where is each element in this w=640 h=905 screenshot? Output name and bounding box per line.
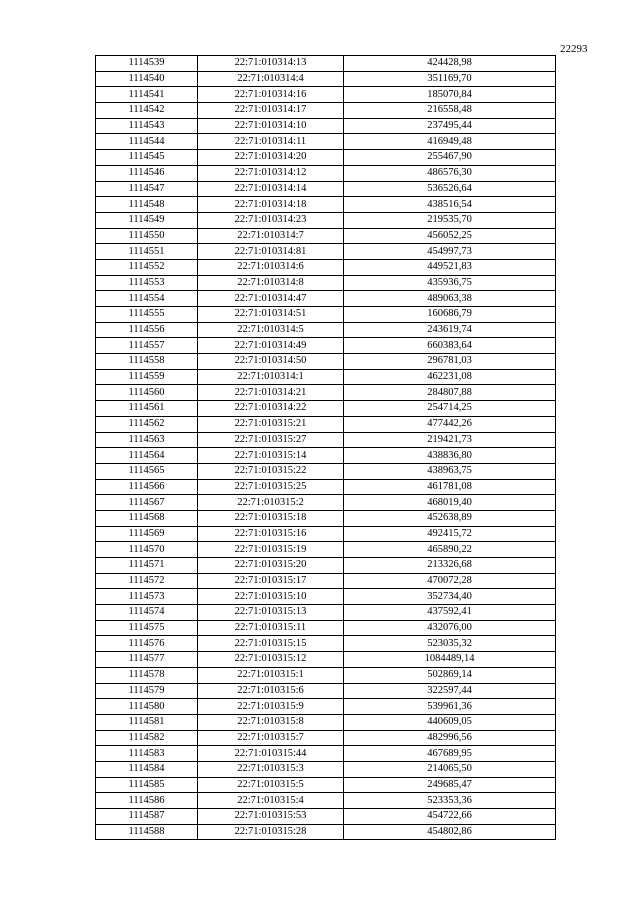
table-row xyxy=(96,150,556,166)
cadastral-number-cell: 22:71:010315:21 xyxy=(198,416,344,432)
value-cell: 216558,48 xyxy=(344,103,556,119)
cadastral-number-cell: 22:71:010314:11 xyxy=(198,134,344,150)
table-row xyxy=(96,118,556,134)
cadastral-number-cell: 22:71:010314:8 xyxy=(198,275,344,291)
table-row xyxy=(96,699,556,715)
value-cell: 437592,41 xyxy=(344,605,556,621)
value-cell: 467689,95 xyxy=(344,746,556,762)
table-row xyxy=(96,369,556,385)
value-cell: 454722,66 xyxy=(344,809,556,825)
value-cell: 660383,64 xyxy=(344,338,556,354)
value-cell: 468019,40 xyxy=(344,495,556,511)
cadastral-number-cell: 22:71:010315:44 xyxy=(198,746,344,762)
row-number-cell: 1114574 xyxy=(96,605,198,621)
cadastral-number-cell: 22:71:010314:21 xyxy=(198,385,344,401)
table-row xyxy=(96,683,556,699)
value-cell: 160686,79 xyxy=(344,307,556,323)
table-row xyxy=(96,165,556,181)
cadastral-number-cell: 22:71:010314:22 xyxy=(198,401,344,417)
row-number-cell: 1114544 xyxy=(96,134,198,150)
row-number-cell: 1114579 xyxy=(96,683,198,699)
value-cell: 456052,25 xyxy=(344,228,556,244)
table-row xyxy=(96,824,556,840)
table-row xyxy=(96,793,556,809)
cadastral-number-cell: 22:71:010315:17 xyxy=(198,573,344,589)
value-cell: 237495,44 xyxy=(344,118,556,134)
value-cell: 219535,70 xyxy=(344,212,556,228)
table-row xyxy=(96,479,556,495)
value-cell: 322597,44 xyxy=(344,683,556,699)
value-cell: 523035,32 xyxy=(344,636,556,652)
cadastral-number-cell: 22:71:010314:23 xyxy=(198,212,344,228)
row-number-cell: 1114561 xyxy=(96,401,198,417)
value-cell: 470072,28 xyxy=(344,573,556,589)
row-number-cell: 1114578 xyxy=(96,667,198,683)
cadastral-number-cell: 22:71:010315:18 xyxy=(198,510,344,526)
cadastral-number-cell: 22:71:010315:8 xyxy=(198,714,344,730)
table-row xyxy=(96,652,556,668)
cadastral-number-cell: 22:71:010315:4 xyxy=(198,793,344,809)
row-number-cell: 1114552 xyxy=(96,259,198,275)
value-cell: 284807,88 xyxy=(344,385,556,401)
cadastral-value-table xyxy=(95,55,556,840)
cadastral-number-cell: 22:71:010315:53 xyxy=(198,809,344,825)
value-cell: 465890,22 xyxy=(344,542,556,558)
row-number-cell: 1114540 xyxy=(96,71,198,87)
table-row xyxy=(96,526,556,542)
row-number-cell: 1114572 xyxy=(96,573,198,589)
value-cell: 351169,70 xyxy=(344,71,556,87)
value-cell: 454997,73 xyxy=(344,244,556,260)
row-number-cell: 1114549 xyxy=(96,212,198,228)
cadastral-number-cell: 22:71:010315:11 xyxy=(198,620,344,636)
table-row xyxy=(96,275,556,291)
row-number-cell: 1114581 xyxy=(96,714,198,730)
table-row xyxy=(96,463,556,479)
cadastral-number-cell: 22:71:010315:27 xyxy=(198,432,344,448)
row-number-cell: 1114558 xyxy=(96,354,198,370)
row-number-cell: 1114565 xyxy=(96,463,198,479)
value-cell: 416949,48 xyxy=(344,134,556,150)
row-number-cell: 1114568 xyxy=(96,510,198,526)
table-row xyxy=(96,307,556,323)
cadastral-number-cell: 22:71:010314:49 xyxy=(198,338,344,354)
table-row xyxy=(96,636,556,652)
row-number-cell: 1114564 xyxy=(96,448,198,464)
value-cell: 213326,68 xyxy=(344,558,556,574)
table-row xyxy=(96,71,556,87)
table-row xyxy=(96,761,556,777)
cadastral-number-cell: 22:71:010314:1 xyxy=(198,369,344,385)
table-row xyxy=(96,228,556,244)
row-number-cell: 1114582 xyxy=(96,730,198,746)
cadastral-number-cell: 22:71:010315:20 xyxy=(198,558,344,574)
value-cell: 214065,50 xyxy=(344,761,556,777)
cadastral-number-cell: 22:71:010314:47 xyxy=(198,291,344,307)
row-number-cell: 1114577 xyxy=(96,652,198,668)
cadastral-number-cell: 22:71:010314:51 xyxy=(198,307,344,323)
cadastral-number-cell: 22:71:010315:13 xyxy=(198,605,344,621)
table-row xyxy=(96,181,556,197)
value-cell: 462231,08 xyxy=(344,369,556,385)
table-row xyxy=(96,401,556,417)
row-number-cell: 1114570 xyxy=(96,542,198,558)
table-row xyxy=(96,558,556,574)
cadastral-number-cell: 22:71:010314:81 xyxy=(198,244,344,260)
row-number-cell: 1114569 xyxy=(96,526,198,542)
table-row xyxy=(96,746,556,762)
row-number-cell: 1114562 xyxy=(96,416,198,432)
value-cell: 432076,00 xyxy=(344,620,556,636)
table-row xyxy=(96,605,556,621)
row-number-cell: 1114543 xyxy=(96,118,198,134)
table-row xyxy=(96,338,556,354)
value-cell: 249685,47 xyxy=(344,777,556,793)
cadastral-number-cell: 22:71:010315:25 xyxy=(198,479,344,495)
value-cell: 219421,73 xyxy=(344,432,556,448)
table-row xyxy=(96,714,556,730)
row-number-cell: 1114566 xyxy=(96,479,198,495)
value-cell: 438516,54 xyxy=(344,197,556,213)
cadastral-number-cell: 22:71:010315:15 xyxy=(198,636,344,652)
row-number-cell: 1114555 xyxy=(96,307,198,323)
table-row xyxy=(96,777,556,793)
cadastral-number-cell: 22:71:010314:6 xyxy=(198,259,344,275)
cadastral-number-cell: 22:71:010314:7 xyxy=(198,228,344,244)
row-number-cell: 1114567 xyxy=(96,495,198,511)
table-row xyxy=(96,589,556,605)
table-row xyxy=(96,56,556,72)
table-row xyxy=(96,87,556,103)
cadastral-number-cell: 22:71:010315:28 xyxy=(198,824,344,840)
table-row xyxy=(96,730,556,746)
row-number-cell: 1114587 xyxy=(96,809,198,825)
row-number-cell: 1114571 xyxy=(96,558,198,574)
cadastral-number-cell: 22:71:010314:10 xyxy=(198,118,344,134)
value-cell: 482996,56 xyxy=(344,730,556,746)
table-row xyxy=(96,809,556,825)
value-cell: 539961,36 xyxy=(344,699,556,715)
row-number-cell: 1114553 xyxy=(96,275,198,291)
table-row xyxy=(96,432,556,448)
cadastral-number-cell: 22:71:010314:16 xyxy=(198,87,344,103)
cadastral-number-cell: 22:71:010314:50 xyxy=(198,354,344,370)
cadastral-number-cell: 22:71:010315:12 xyxy=(198,652,344,668)
table-body xyxy=(96,56,556,840)
cadastral-number-cell: 22:71:010315:16 xyxy=(198,526,344,542)
row-number-cell: 1114548 xyxy=(96,197,198,213)
table-row xyxy=(96,212,556,228)
cadastral-number-cell: 22:71:010315:22 xyxy=(198,463,344,479)
cadastral-number-cell: 22:71:010315:19 xyxy=(198,542,344,558)
row-number-cell: 1114583 xyxy=(96,746,198,762)
table-row xyxy=(96,385,556,401)
cadastral-number-cell: 22:71:010314:4 xyxy=(198,71,344,87)
row-number-cell: 1114575 xyxy=(96,620,198,636)
value-cell: 454802,86 xyxy=(344,824,556,840)
row-number-cell: 1114560 xyxy=(96,385,198,401)
table-row xyxy=(96,510,556,526)
row-number-cell: 1114576 xyxy=(96,636,198,652)
value-cell: 438963,75 xyxy=(344,463,556,479)
value-cell: 492415,72 xyxy=(344,526,556,542)
cadastral-number-cell: 22:71:010315:6 xyxy=(198,683,344,699)
table-row xyxy=(96,134,556,150)
value-cell: 477442,26 xyxy=(344,416,556,432)
row-number-cell: 1114584 xyxy=(96,761,198,777)
row-number-cell: 1114557 xyxy=(96,338,198,354)
table-row xyxy=(96,354,556,370)
cadastral-number-cell: 22:71:010314:12 xyxy=(198,165,344,181)
table-row xyxy=(96,495,556,511)
value-cell: 461781,08 xyxy=(344,479,556,495)
cadastral-number-cell: 22:71:010315:10 xyxy=(198,589,344,605)
value-cell: 1084489,14 xyxy=(344,652,556,668)
row-number-cell: 1114580 xyxy=(96,699,198,715)
value-cell: 185070,84 xyxy=(344,87,556,103)
row-number-cell: 1114546 xyxy=(96,165,198,181)
table-row xyxy=(96,259,556,275)
row-number-cell: 1114563 xyxy=(96,432,198,448)
table-row xyxy=(96,542,556,558)
table-row xyxy=(96,448,556,464)
value-cell: 352734,40 xyxy=(344,589,556,605)
row-number-cell: 1114588 xyxy=(96,824,198,840)
value-cell: 438836,80 xyxy=(344,448,556,464)
row-number-cell: 1114551 xyxy=(96,244,198,260)
value-cell: 440609,05 xyxy=(344,714,556,730)
cadastral-number-cell: 22:71:010315:14 xyxy=(198,448,344,464)
table-row xyxy=(96,416,556,432)
table-row xyxy=(96,322,556,338)
row-number-cell: 1114559 xyxy=(96,369,198,385)
cadastral-number-cell: 22:71:010315:5 xyxy=(198,777,344,793)
table-row xyxy=(96,103,556,119)
value-cell: 449521,83 xyxy=(344,259,556,275)
row-number-cell: 1114542 xyxy=(96,103,198,119)
table-row xyxy=(96,244,556,260)
table-row xyxy=(96,291,556,307)
value-cell: 254714,25 xyxy=(344,401,556,417)
cadastral-number-cell: 22:71:010315:2 xyxy=(198,495,344,511)
row-number-cell: 1114539 xyxy=(96,56,198,72)
row-number-cell: 1114573 xyxy=(96,589,198,605)
table-row xyxy=(96,667,556,683)
value-cell: 489063,38 xyxy=(344,291,556,307)
row-number-cell: 1114545 xyxy=(96,150,198,166)
value-cell: 523353,36 xyxy=(344,793,556,809)
cadastral-number-cell: 22:71:010314:20 xyxy=(198,150,344,166)
cadastral-number-cell: 22:71:010314:5 xyxy=(198,322,344,338)
row-number-cell: 1114585 xyxy=(96,777,198,793)
cadastral-number-cell: 22:71:010314:14 xyxy=(198,181,344,197)
page-number: 22293 xyxy=(560,43,588,55)
row-number-cell: 1114556 xyxy=(96,322,198,338)
cadastral-number-cell: 22:71:010315:9 xyxy=(198,699,344,715)
value-cell: 243619,74 xyxy=(344,322,556,338)
value-cell: 502869,14 xyxy=(344,667,556,683)
value-cell: 452638,89 xyxy=(344,510,556,526)
table-row xyxy=(96,197,556,213)
value-cell: 435936,75 xyxy=(344,275,556,291)
row-number-cell: 1114550 xyxy=(96,228,198,244)
row-number-cell: 1114541 xyxy=(96,87,198,103)
row-number-cell: 1114554 xyxy=(96,291,198,307)
cadastral-number-cell: 22:71:010315:1 xyxy=(198,667,344,683)
row-number-cell: 1114547 xyxy=(96,181,198,197)
value-cell: 296781,03 xyxy=(344,354,556,370)
cadastral-number-cell: 22:71:010314:18 xyxy=(198,197,344,213)
value-cell: 486576,30 xyxy=(344,165,556,181)
value-cell: 255467,90 xyxy=(344,150,556,166)
cadastral-number-cell: 22:71:010315:3 xyxy=(198,761,344,777)
cadastral-number-cell: 22:71:010315:7 xyxy=(198,730,344,746)
cadastral-number-cell: 22:71:010314:17 xyxy=(198,103,344,119)
value-cell: 536526,64 xyxy=(344,181,556,197)
cadastral-number-cell: 22:71:010314:13 xyxy=(198,56,344,72)
row-number-cell: 1114586 xyxy=(96,793,198,809)
table-row xyxy=(96,573,556,589)
value-cell: 424428,98 xyxy=(344,56,556,72)
table-row xyxy=(96,620,556,636)
